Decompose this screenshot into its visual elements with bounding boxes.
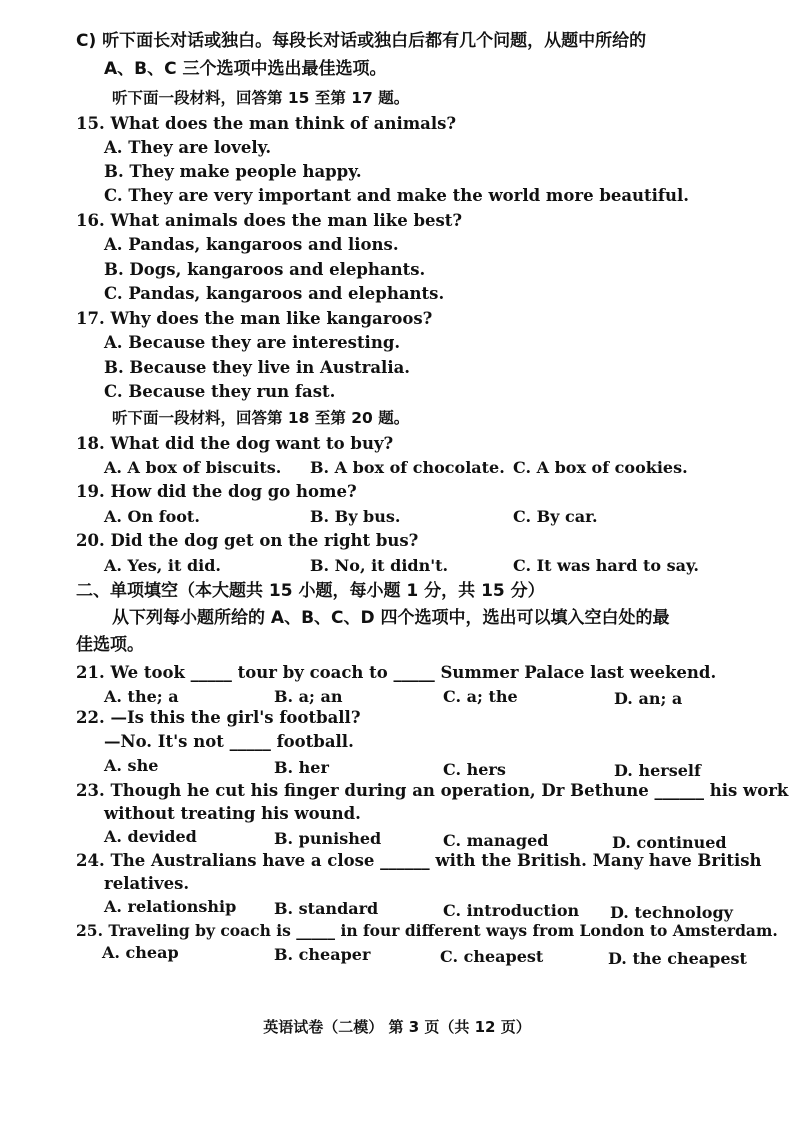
question-19-option-a: A. On foot. [104, 507, 200, 526]
question-21-option-b: B. a; an [274, 687, 343, 706]
question-18-option-c: C. A box of cookies. [513, 458, 688, 477]
question-16-stem: 16. What animals does the man like best? [76, 211, 463, 230]
question-19-option-b: B. By bus. [310, 507, 401, 526]
question-25-option-b: B. cheaper [274, 945, 371, 964]
question-24-stem-cont: relatives. [104, 874, 190, 893]
question-25-option-c: C. cheapest [440, 947, 544, 966]
question-15-option-c: C. They are very important and make the world more beautiful. [104, 186, 690, 205]
question-22-option-a: A. she [104, 756, 159, 775]
question-17-option-c: C. Because they run fast. [104, 382, 336, 401]
question-18-option-a: A. A box of biscuits. [104, 458, 282, 477]
material-note-18-20: 听下面一段材料，回答第 18 至第 20 题。 [112, 409, 410, 427]
question-15-option-a: A. They are lovely. [104, 138, 272, 157]
question-17-stem: 17. Why does the man like kangaroos? [76, 309, 433, 328]
question-16-option-b: B. Dogs, kangaroos and elephants. [104, 260, 426, 279]
question-20-option-c: C. It was hard to say. [513, 556, 699, 575]
question-23-option-b: B. punished [274, 829, 382, 848]
question-22-stem: 22. —Is this the girl's football? [76, 708, 361, 727]
question-15-stem: 15. What does the man think of animals? [76, 114, 457, 133]
question-23-option-c: C. managed [443, 831, 549, 850]
question-23-option-a: A. devided [104, 827, 197, 846]
section-c-instruction: C) 听下面长对话或独白。每段长对话或独白后都有几个问题，从题中所给的 [76, 31, 647, 51]
question-24-option-a: A. relationship [104, 897, 237, 916]
question-25-option-a: A. cheap [102, 943, 179, 962]
question-18-option-b: B. A box of chocolate. [310, 458, 505, 477]
question-16-option-a: A. Pandas, kangaroos and lions. [104, 235, 399, 254]
question-20-option-a: A. Yes, it did. [104, 556, 221, 575]
page-footer: 英语试卷（二模） 第 3 页（共 12 页） [263, 1018, 531, 1036]
section-2-title: 二、单项填空（本大题共 15 小题，每小题 1 分，共 15 分） [76, 581, 545, 601]
question-17-option-a: A. Because they are interesting. [104, 333, 401, 352]
question-17-option-b: B. Because they live in Australia. [104, 358, 411, 377]
question-22-option-b: B. her [274, 758, 329, 777]
question-22-option-d: D. herself [614, 761, 701, 780]
question-15-option-b: B. They make people happy. [104, 162, 362, 181]
question-23-option-d: D. continued [612, 833, 727, 852]
question-16-option-c: C. Pandas, kangaroos and elephants. [104, 284, 445, 303]
question-21-option-a: A. the; a [104, 687, 179, 706]
question-25-option-d: D. the cheapest [608, 949, 747, 968]
question-22-stem-reply: —No. It's not _____ football. [104, 732, 354, 751]
question-22-option-c: C. hers [443, 760, 506, 779]
question-25-stem: 25. Traveling by coach is _____ in four different ways from London to Amsterdam. [76, 921, 778, 940]
question-20-option-b: B. No, it didn't. [310, 556, 449, 575]
question-24-option-c: C. introduction [443, 901, 580, 920]
question-23-stem-cont: without treating his wound. [104, 804, 361, 823]
question-21-option-d: D. an; a [614, 689, 683, 708]
section-2-instruction-cont: 佳选项。 [76, 635, 144, 655]
question-24-option-d: D. technology [610, 903, 733, 922]
question-21-stem: 21. We took _____ tour by coach to _____ Summer Palace last weekend. [76, 663, 717, 682]
question-24-option-b: B. standard [274, 899, 379, 918]
question-21-option-c: C. a; the [443, 687, 518, 706]
question-23-stem: 23. Though he cut his finger during an operation, Dr Bethune ______ his work [76, 781, 789, 800]
material-note-15-17: 听下面一段材料，回答第 15 至第 17 题。 [112, 89, 410, 107]
section-c-instruction-cont: A、B、C 三个选项中选出最佳选项。 [104, 59, 387, 79]
question-19-option-c: C. By car. [513, 507, 598, 526]
section-2-instruction: 从下列每小题所给的 A、B、C、D 四个选项中，选出可以填入空白处的最 [112, 608, 670, 628]
question-20-stem: 20. Did the dog get on the right bus? [76, 531, 419, 550]
question-24-stem: 24. The Australians have a close ______ with the British. Many have British [76, 851, 762, 870]
question-18-stem: 18. What did the dog want to buy? [76, 434, 394, 453]
question-19-stem: 19. How did the dog go home? [76, 482, 357, 501]
